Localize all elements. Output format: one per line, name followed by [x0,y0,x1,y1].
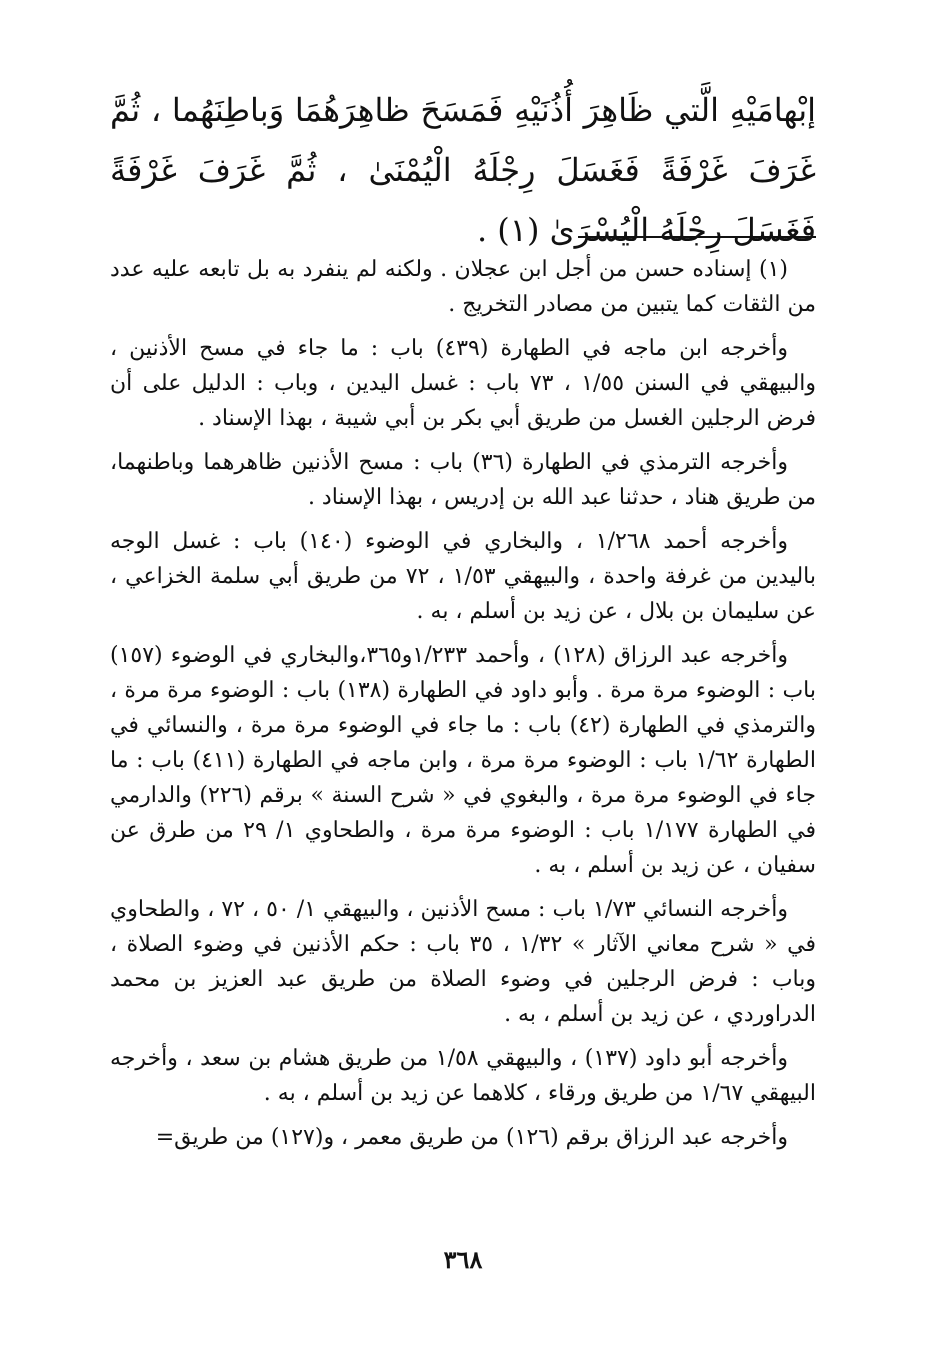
footnote-paragraph: وأخرجه النسائي ١/٧٣ باب : مسح الأذنين ، والبيهقي ١/ ٥٠ ، ٧٢ ، والطحاوي في « شرح معاني الآثار » ١/٣٢ ، ٣٥ باب : حكم الأذنين في وضوء الصلاة ، وباب : فرض الرجلين في وضوء الصلاة من طريق عبد العزيز بن محمد الدراوردي ، عن زيد بن أسلم ، به . [110,897,816,1027]
book-page [110,80,816,1280]
main-text: إبْهامَيْهِ الَّتي ظَاهِرَ أُذُنَيْهِ فَمَسَحَ ظاهِرَهُمَا وَباطِنَهُما ، ثُمَّ غَرَفَ غَرْفَةً فَغَسَلَ رِجْلَهُ الْيُمْنَىٰ ، ثُمَّ غَرَفَ غَرْفَةً فَغَسَلَ رِجْلَهُ الْيُسْرَىٰ (١) . [110,91,816,249]
page-number: ٣٦٨ [443,1245,483,1274]
footnote-paragraph: وأخرجه الترمذي في الطهارة (٣٦) باب : مسح الأذنين ظاهرهما وباطنهما، من طريق هناد ، حدثنا عبد الله بن إدريس ، بهذا الإسناد . [110,450,816,510]
footnote-paragraph: وأخرجه عبد الرزاق برقم (١٢٦) من طريق معمر ، و(١٢٧) من طريق= [155,1125,788,1150]
footnote-paragraph: وأخرجه عبد الرزاق (١٢٨) ، وأحمد ١/٢٣٣و٣٦٥،والبخاري في الوضوء (١٥٧) باب : الوضوء مرة مرة . وأبو داود في الطهارة (١٣٨) باب : الوضوء مرة مرة ، والترمذي في الطهارة (٤٢) باب : ما جاء في الوضوء مرة مرة ، والنسائي في الطهارة ١/٦٢ باب : الوضوء مرة مرة ، وابن ماجه في الطهارة (٤١١) باب : ما جاء في الوضوء مرة مرة ، والبغوي في « شرح السنة » برقم (٢٢٦) والدارمي في الطهارة ١/١٧٧ باب : الوضوء مرة مرة ، والطحاوي ١/ ٢٩ من طرق عن سفيان ، عن زيد بن أسلم ، به . [110,643,817,878]
footnote-paragraph: (١) إسناده حسن من أجل ابن عجلان . ولكنه لم ينفرد به بل تابعه عليه عدد من الثقات كما يتبين من مصادر التخريج . [110,257,816,317]
footnotes-section [110,252,816,1164]
footnote-separator [578,236,816,238]
footnote-paragraph: وأخرجه أبو داود (١٣٧) ، والبيهقي ١/٥٨ من طريق هشام بن سعد ، وأخرجه البيهقي ١/٦٧ من طريق ورقاء ، كلاهما عن زيد بن أسلم ، به . [110,1046,816,1106]
footnote-paragraph: وأخرجه أحمد ١/٢٦٨ ، والبخاري في الوضوء (١٤٠) باب : غسل الوجه باليدين من غرفة واحدة ، والبيهقي ١/٥٣ ، ٧٢ من طريق أبي سلمة الخزاعي ، عن سليمان بن بلال ، عن زيد بن أسلم ، به . [110,529,817,624]
footnote-paragraph: وأخرجه ابن ماجه في الطهارة (٤٣٩) باب : ما جاء في مسح الأذنين ، والبيهقي في السنن ١/٥٥ ، ٧٣ باب : غسل اليدين ، وباب : الدليل على أن فرض الرجلين الغسل من طريق أبي بكر بن أبي شيبة ، بهذا الإسناد . [110,336,817,431]
